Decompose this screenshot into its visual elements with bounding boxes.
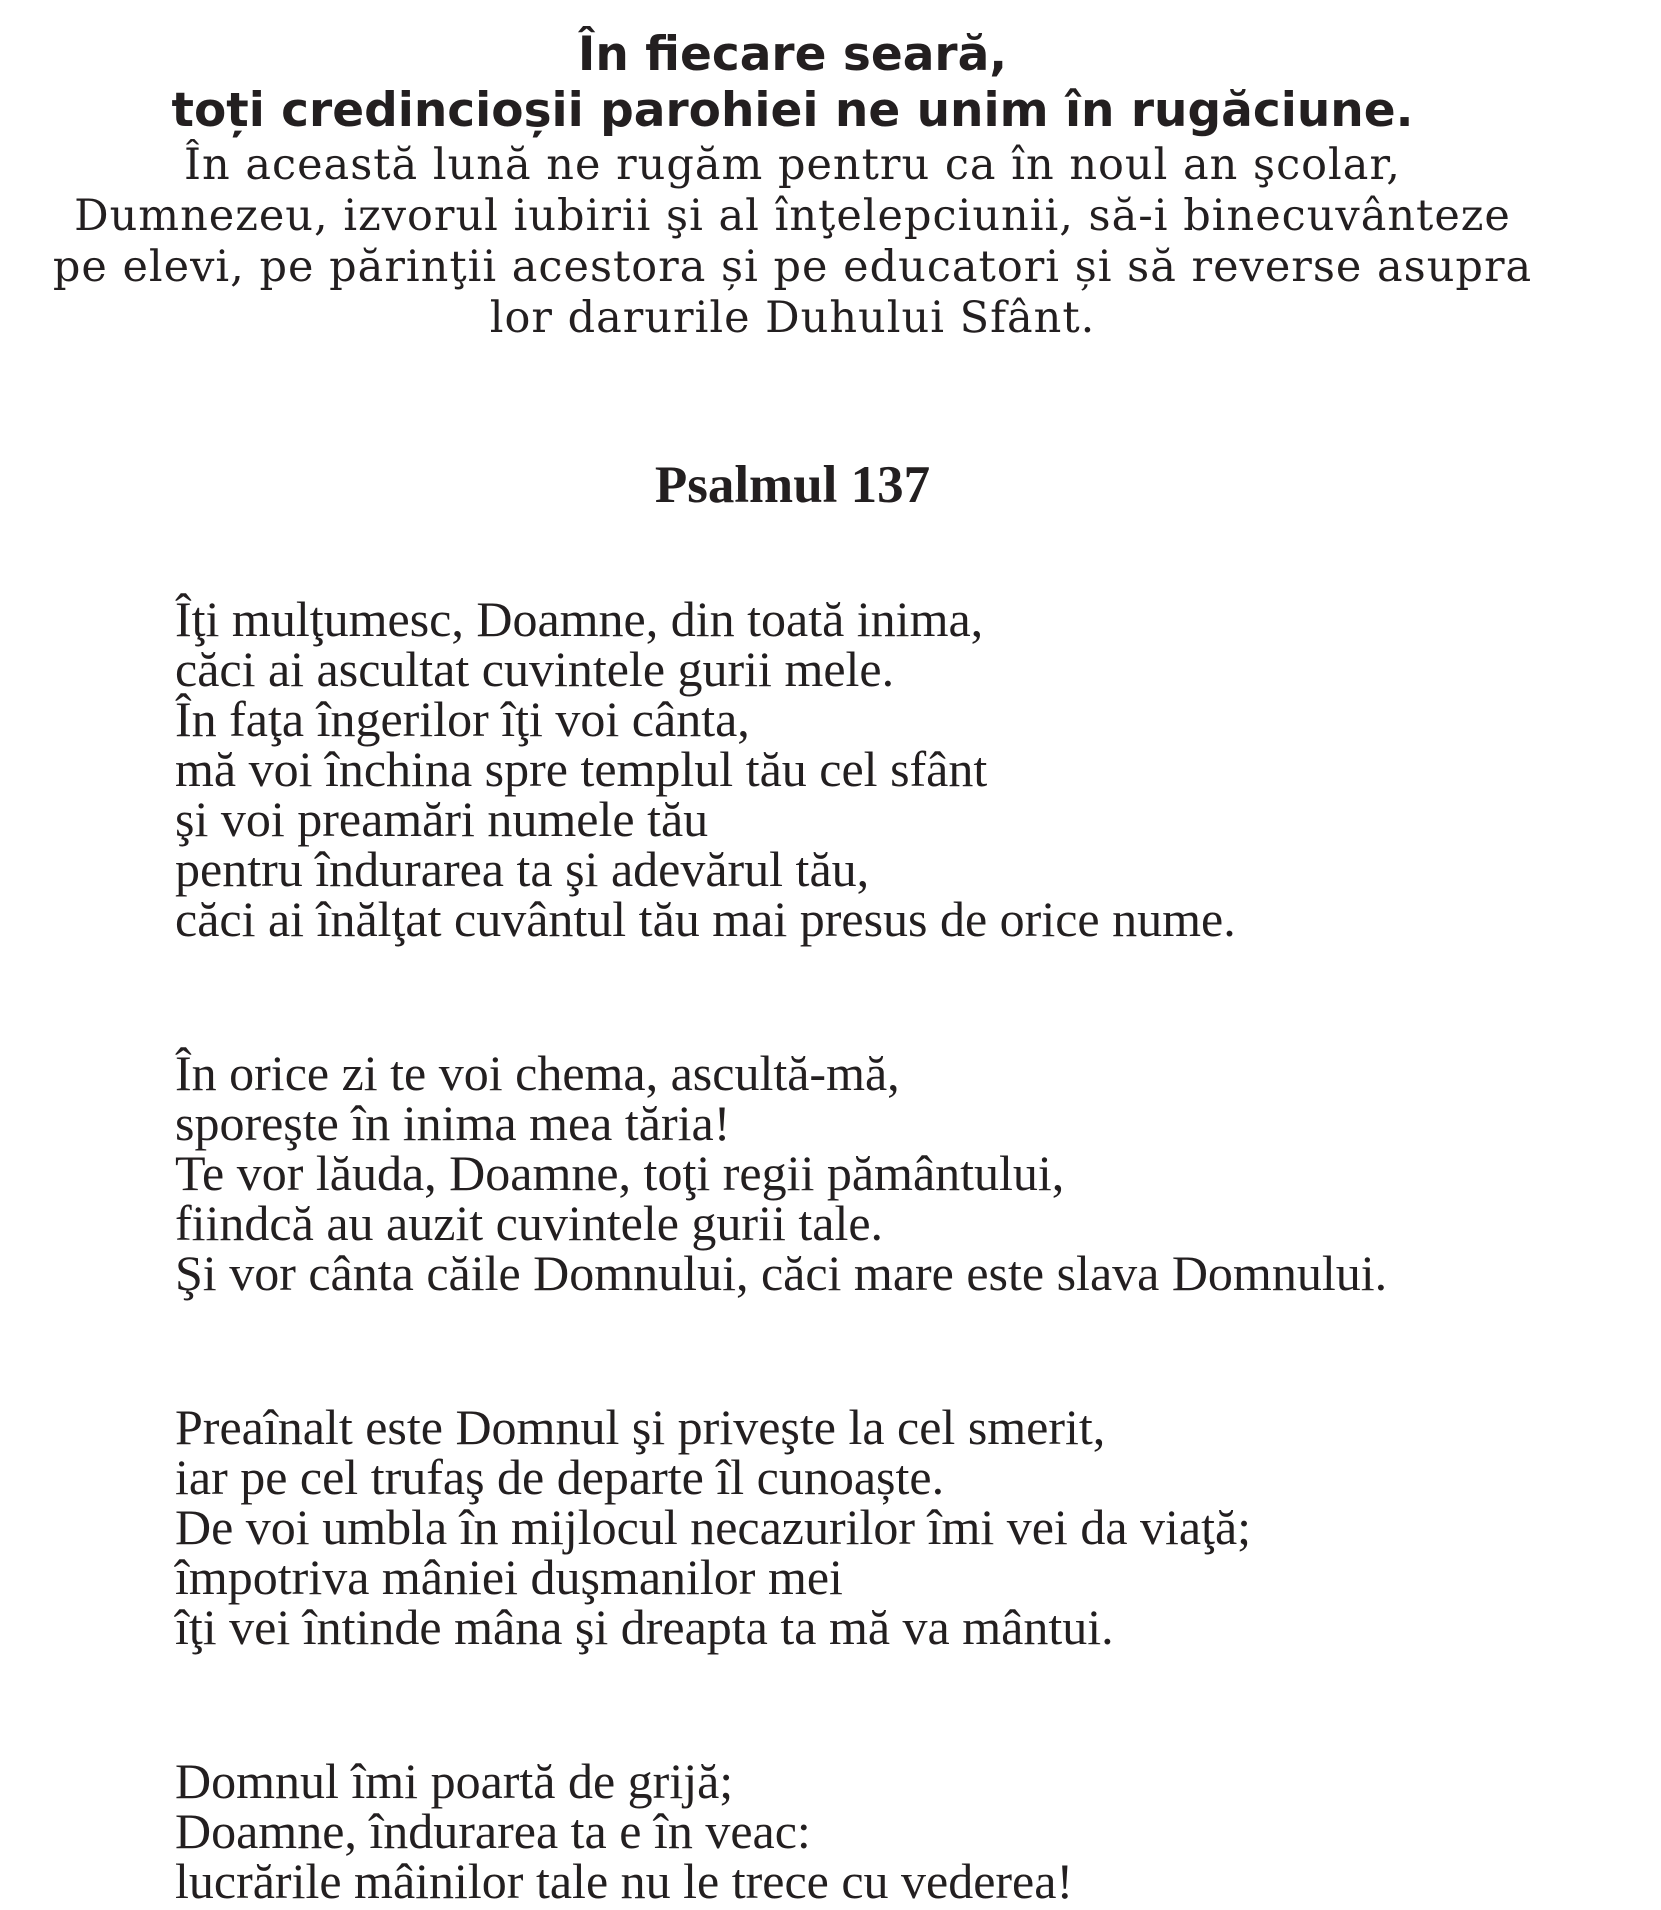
intro-text-line: lor darurile Duhului Sfânt. <box>489 293 1096 343</box>
psalm-stanza-1 <box>175 591 1236 947</box>
intro-text-line: pe elevi, pe părinţii acestora și pe educatori și să reverse asupra <box>52 242 1533 292</box>
psalm-line: şi voi preamări numele tău <box>175 791 709 847</box>
psalm-line: În orice zi te voi chema, ascultă-mă, <box>175 1045 900 1101</box>
psalm-line: pentru îndurarea ta şi adevărul tău, <box>175 841 870 897</box>
psalm-line: Doamne, îndurarea ta e în veac: <box>175 1803 811 1859</box>
intro-text-line: Dumnezeu, izvorul iubirii şi al înţelepciunii, să-i binecuvânteze <box>74 191 1511 241</box>
psalm-line: căci ai înălţat cuvântul tău mai presus de orice nume. <box>175 891 1236 947</box>
page-heading-line-1: În fiecare seară, <box>577 27 1008 82</box>
psalm-line: Te vor lăuda, Doamne, toţi regii pământului, <box>175 1145 1065 1201</box>
psalm-line: îţi vei întinde mâna şi dreapta ta mă va mântui. <box>175 1599 1114 1655</box>
psalm-line: sporeşte în inima mea tăria! <box>175 1095 731 1151</box>
psalm-line: iar pe cel trufaş de departe îl cunoaște. <box>175 1449 945 1505</box>
psalm-line: Domnul îmi poartă de grijă; <box>175 1753 734 1809</box>
psalm-line: lucrările mâinilor tale nu le trece cu vederea! <box>175 1853 1074 1909</box>
psalm-stanza-2 <box>175 1045 1388 1301</box>
psalm-line: fiindcă au auzit cuvintele gurii tale. <box>175 1195 884 1251</box>
intro-text-line: În această lună ne rugăm pentru ca în noul an şcolar, <box>184 140 1401 190</box>
psalm-line: Şi vor cânta căile Domnului, căci mare este slava Domnului. <box>175 1245 1388 1301</box>
psalm-stanza-4 <box>175 1753 1074 1909</box>
psalm-line: În faţa îngerilor îţi voi cânta, <box>175 691 750 747</box>
psalm-line: Îţi mulţumesc, Doamne, din toată inima, <box>175 591 984 647</box>
psalm-line: De voi umbla în mijlocul necazurilor îmi vei da viaţă; <box>175 1499 1252 1555</box>
psalm-line: împotriva mâniei duşmanilor mei <box>175 1549 843 1605</box>
psalm-stanza-3 <box>175 1399 1252 1655</box>
psalm-line: căci ai ascultat cuvintele gurii mele. <box>175 641 895 697</box>
page-heading-line-2: toți credincioșii parohiei ne unim în rugăciune. <box>171 83 1414 138</box>
psalm-line: Preaînalt este Domnul şi priveşte la cel smerit, <box>175 1399 1106 1455</box>
psalm-line: mă voi închina spre templul tău cel sfânt <box>175 741 988 797</box>
psalm-title: Psalmul 137 <box>654 456 931 514</box>
